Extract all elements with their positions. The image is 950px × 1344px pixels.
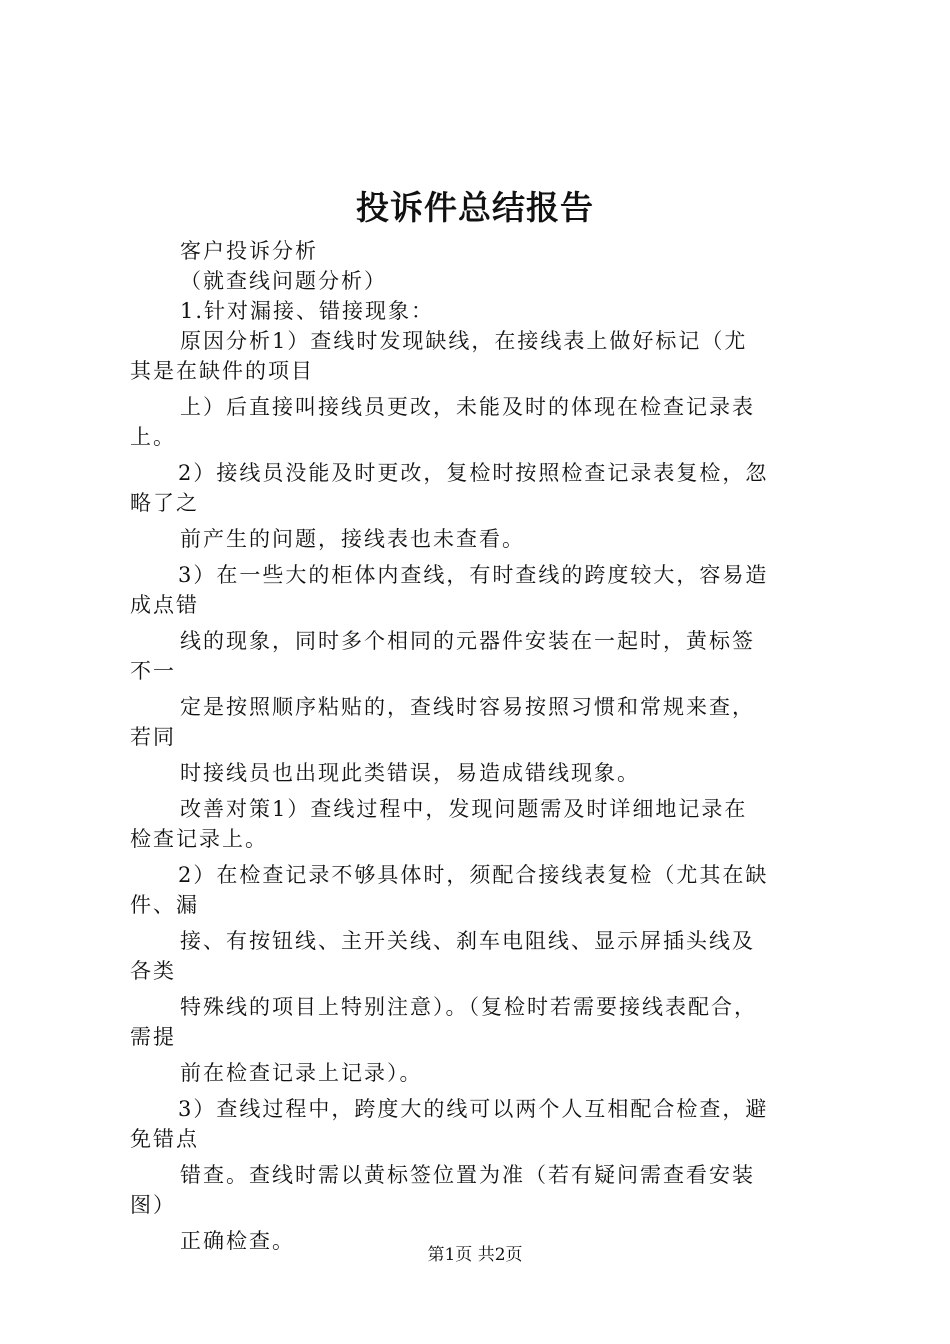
paragraph-line: 定是按照顺序粘贴的，查线时容易按照习惯和常规来查， — [180, 695, 755, 719]
paragraph-line: 改善对策1）查线过程中，发现问题需及时详细地记录在 — [180, 797, 748, 821]
paragraph-line: 3）查线过程中，跨度大的线可以两个人互相配合检查，避 — [178, 1097, 769, 1121]
paragraph-line: 免错点 — [130, 1127, 199, 1151]
paragraph-line: 时接线员也出现此类错误，易造成错线现象。 — [180, 761, 640, 785]
paragraph-line: 1.针对漏接、错接现象： — [180, 299, 435, 323]
paragraph-line: 上）后直接叫接线员更改，未能及时的体现在检查记录表 — [180, 395, 755, 419]
document-title: 投诉件总结报告 — [356, 188, 594, 227]
paragraph-line: 需提 — [130, 1025, 176, 1049]
page-number: 第1页 共2页 — [427, 1245, 523, 1265]
paragraph-line: 2）在检查记录不够具体时，须配合接线表复检（尤其在缺 — [178, 863, 769, 887]
paragraph-line: 前产生的问题，接线表也未查看。 — [180, 527, 525, 551]
paragraph-line: 不一 — [130, 659, 176, 683]
paragraph-line: 若同 — [130, 725, 176, 749]
paragraph-line: 前在检查记录上记录）。 — [180, 1061, 423, 1085]
paragraph-line: 件、漏 — [130, 893, 199, 917]
paragraph-line: （就查线问题分析） — [180, 269, 387, 293]
document-body — [130, 236, 830, 1256]
paragraph-line: 线的现象，同时多个相同的元器件安装在一起时，黄标签 — [180, 629, 755, 653]
paragraph-line: 接、有按钮线、主开关线、刹车电阻线、显示屏插头线及 — [180, 929, 755, 953]
paragraph-line: 检查记录上。 — [130, 827, 268, 851]
paragraph-line: 正确检查。 — [180, 1229, 295, 1253]
paragraph-line: 其是在缺件的项目 — [130, 359, 314, 383]
paragraph-line: 原因分析1）查线时发现缺线，在接线表上做好标记（尤 — [180, 329, 748, 353]
paragraph-line: 2）接线员没能及时更改，复检时按照检查记录表复检，忽 — [178, 461, 769, 485]
paragraph-line: 成点错 — [130, 593, 199, 617]
paragraph-line: 各类 — [130, 959, 176, 983]
paragraph-line: 上。 — [130, 425, 176, 449]
paragraph-line: 略了之 — [130, 491, 199, 515]
paragraph-line: 错查。查线时需以黄标签位置为准（若有疑问需查看安装 — [180, 1163, 755, 1187]
paragraph-line: 图） — [130, 1193, 176, 1217]
paragraph-line: 客户投诉分析 — [180, 239, 318, 263]
paragraph-line: 特殊线的项目上特别注意）。（复检时若需要接线表配合， — [180, 995, 757, 1019]
page-footer — [0, 1243, 950, 1267]
paragraph-line: 3）在一些大的柜体内查线，有时查线的跨度较大，容易造 — [178, 563, 769, 587]
